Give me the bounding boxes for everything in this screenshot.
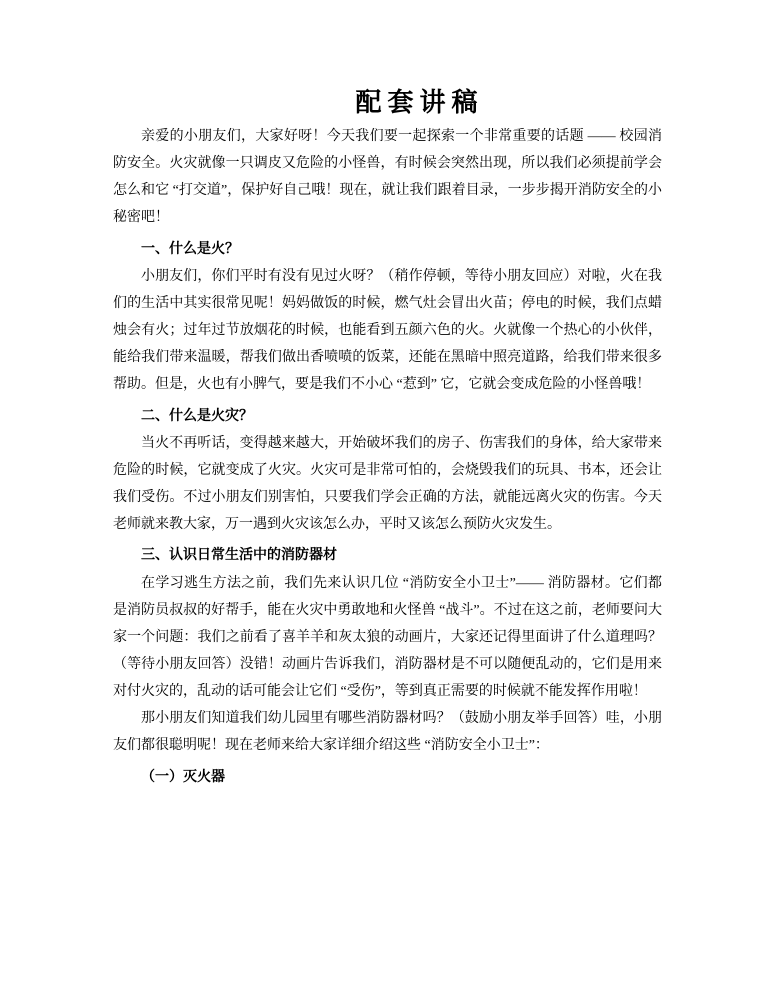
paragraph: 在学习逃生方法之前，我们先来认识几位 “消防安全小卫士”—— 消防器材。它们都是消防员叔叔的好帮手，能在火灾中勇敢地和火怪兽 “战斗”。不过在这之前，老师要问大家一个问题：我们之前看了喜羊羊和灰太狼的动画片，大家还记得里面讲了什么道理吗？（等待小朋友回答）没错！动画片告诉我们，消防器材是不可以随便乱动的，它们是用来对付火灾的，乱动的话可能会让它们 “受伤”，等到真正需要的时候就不能发挥作用啦！ [113, 575, 662, 700]
section-heading: 二、什么是火灾？ [141, 408, 253, 424]
document-title: 配套讲稿 [355, 88, 484, 117]
paragraph: 小朋友们，你们平时有没有见过火呀？（稍作停顿，等待小朋友回应）对啦，火在我们的生活中其实很常见呢！妈妈做饭的时候，燃气灶会冒出火苗；停电的时候，我们点蜡烛会有火；过年过节放烟花的时候，也能看到五颜六色的火。火就像一个热心的小伙伴，能给我们带来温暖，帮我们做出香喷喷的饭菜，还能在黑暗中照亮道路，给我们带来很多帮助。但是，火也有小脾气，要是我们不小心 “惹到” 它，它就会变成危险的小怪兽哦！ [113, 268, 662, 393]
section-heading: 三、认识日常生活中的消防器材 [141, 548, 337, 564]
paragraph: 那小朋友们知道我们幼儿园里有哪些消防器材吗？（鼓励小朋友举手回答）哇，小朋友们都很聪明呢！现在老师来给大家详细介绍这些 “消防安全小卫士”： [113, 711, 662, 754]
paragraph: 当火不再听话，变得越来越大，开始破坏我们的房子、伤害我们的身体，给大家带来危险的时候，它就变成了火灾。火灾可是非常可怕的，会烧毁我们的玩具、书本，还会让我们受伤。不过小朋友们别害怕，只要我们学会正确的方法，就能远离火灾的伤害。今天老师就来教大家，万一遇到火灾该怎么办，平时又该怎么预防火灾发生。 [113, 435, 662, 533]
document-body [113, 123, 662, 791]
section-heading: 一、什么是火？ [141, 241, 239, 257]
paragraph: 亲爱的小朋友们，大家好呀！今天我们要一起探索一个非常重要的话题 —— 校园消防安全。火灾就像一只调皮又危险的小怪兽，有时候会突然出现，所以我们必须提前学会怎么和它 “打交道”，保护好自己哦！现在，就让我们跟着目录，一步步揭开消防安全的小秘密吧！ [113, 129, 662, 226]
section-heading: （一）灭火器 [141, 769, 225, 785]
